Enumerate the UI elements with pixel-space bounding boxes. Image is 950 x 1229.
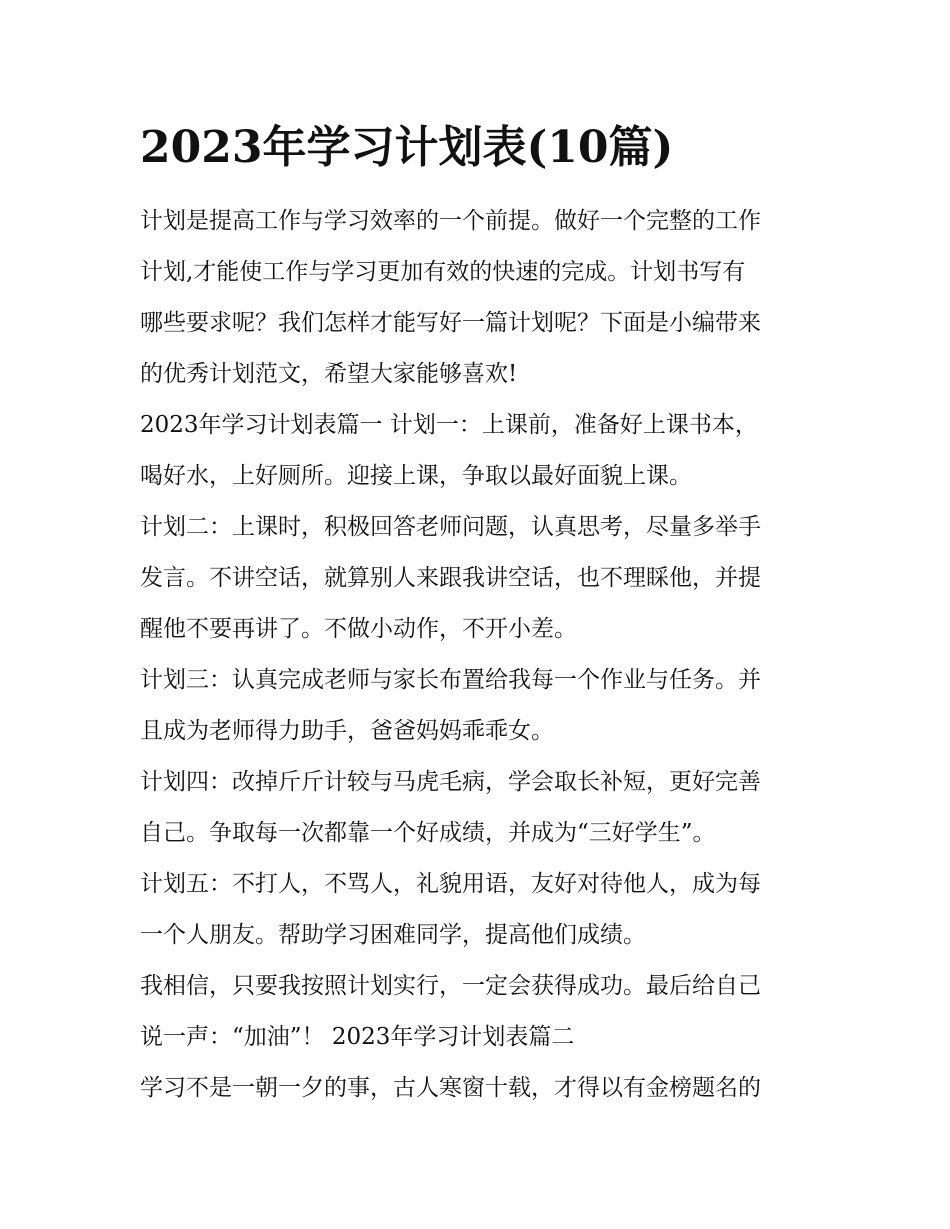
text-line: 发言。不讲空话，就算别人来跟我讲空话，也不理睬他，并提 xyxy=(140,565,761,591)
paragraph-plan-three xyxy=(140,655,830,757)
paragraph-plan-four xyxy=(140,757,830,859)
text-line: 且成为老师得力助手，爸爸妈妈乖乖女。 xyxy=(140,718,554,744)
text-line: 醒他不要再讲了。不做小动作，不开小差。 xyxy=(140,616,577,642)
text-line: 计划,才能使工作与学习更加有效的快速的完成。计划书写有 xyxy=(140,259,746,285)
text-line: 说一声：“加油”！ 2023年学习计划表篇二 xyxy=(140,1024,575,1050)
text-line: 学习不是一朝一夕的事，古人寒窗十载，才得以有金榜题名的 xyxy=(140,1075,761,1101)
paragraph-part-two xyxy=(140,1063,830,1114)
paragraph-plan-one xyxy=(140,400,830,502)
text-line: 喝好水，上好厕所。迎接上课，争取以最好面貌上课。 xyxy=(140,463,692,489)
document-title: 2023年学习计划表(10篇) xyxy=(140,122,674,173)
text-line: 哪些要求呢？我们怎样才能写好一篇计划呢？下面是小编带来 xyxy=(140,310,761,336)
text-line: 一个人朋友。帮助学习困难同学，提高他们成绩。 xyxy=(140,922,646,948)
text-line: 计划二：上课时，积极回答老师问题，认真思考，尽量多举手 xyxy=(140,514,761,540)
text-line: 计划是提高工作与学习效率的一个前提。做好一个完整的工作 xyxy=(140,208,761,234)
document-body xyxy=(140,196,830,1114)
text-line: 计划四：改掉斤斤计较与马虎毛病，学会取长补短，更好完善 xyxy=(140,769,761,795)
text-line: 计划三：认真完成老师与家长布置给我每一个作业与任务。并 xyxy=(140,667,761,693)
paragraph-plan-five xyxy=(140,859,830,961)
text-line: 的优秀计划范文，希望大家能够喜欢! xyxy=(140,361,518,387)
text-line: 我相信，只要我按照计划实行，一定会获得成功。最后给自己 xyxy=(140,973,761,999)
paragraph-conclusion xyxy=(140,961,830,1063)
paragraph-intro xyxy=(140,196,830,400)
text-line: 2023年学习计划表篇一 计划一：上课前，准备好上课书本， xyxy=(140,412,758,438)
text-line: 自己。争取每一次都靠一个好成绩，并成为“三好学生”。 xyxy=(140,820,716,846)
text-line: 计划五：不打人，不骂人，礼貌用语，友好对待他人，成为每 xyxy=(140,871,761,897)
paragraph-plan-two xyxy=(140,502,830,655)
